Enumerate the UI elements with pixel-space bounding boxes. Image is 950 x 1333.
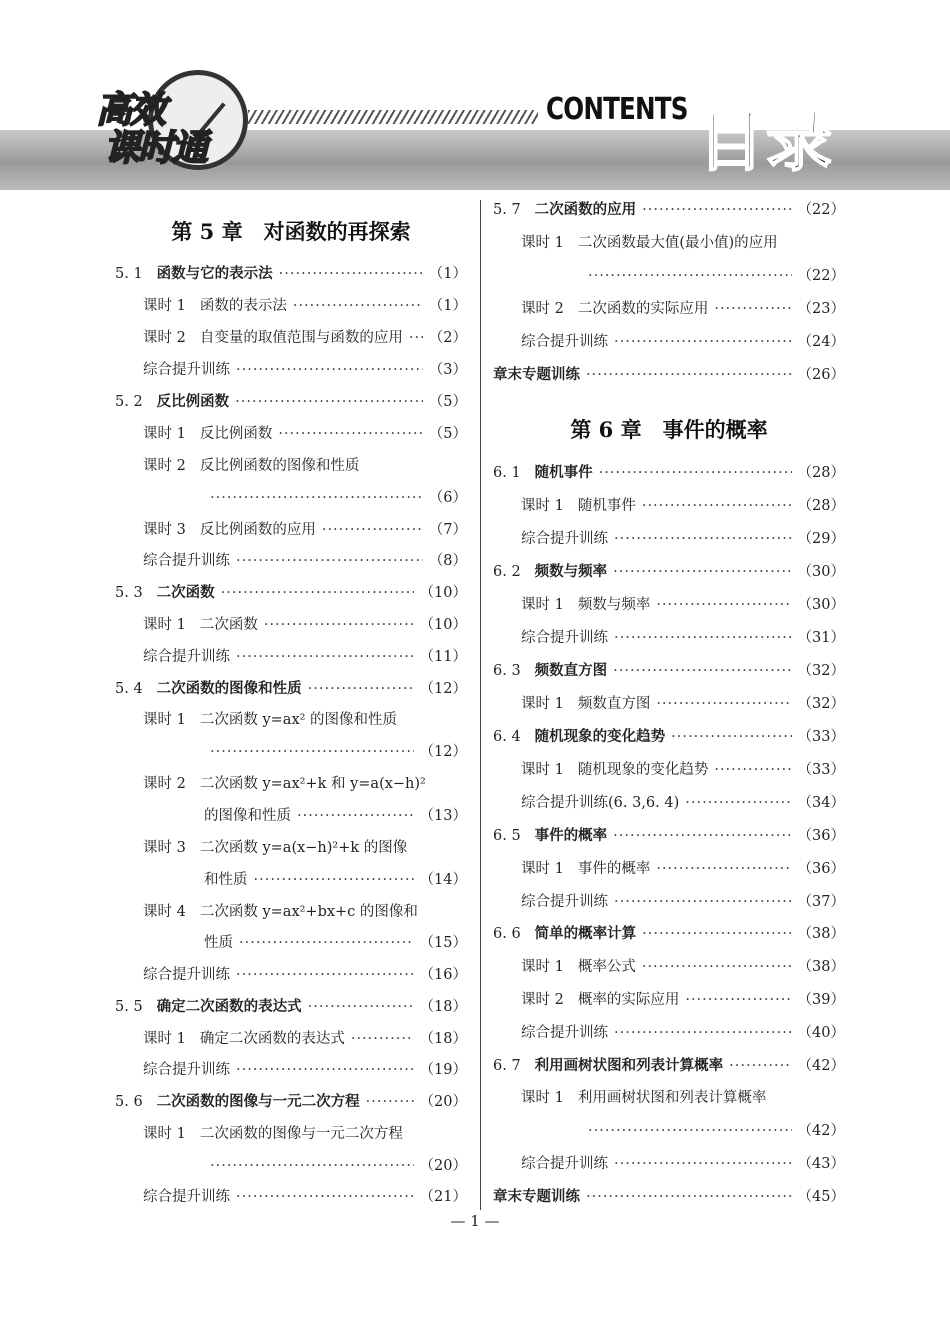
toc-leader-dots (613, 562, 791, 582)
toc-entry-number: 课时 1 (521, 1090, 564, 1106)
chapter-heading: 第 5 章 对函数的再探索 (171, 219, 411, 244)
toc-leader-dots (642, 957, 792, 977)
toc-leader-dots (685, 990, 791, 1010)
toc-page-number: （36） (797, 861, 845, 877)
toc-entry-number: 6. 7 (493, 1058, 521, 1074)
toc-entry-title: 事件的概率 (577, 861, 651, 877)
toc-entry-number: 课时 1 (521, 959, 564, 975)
toc-entry-title: 随机事件 (534, 465, 593, 481)
toc-lesson-entry[interactable] (521, 529, 845, 549)
toc-entry-title: 综合提升训练 (521, 630, 608, 646)
toc-entry-number: 课时 1 (521, 696, 564, 712)
toc-entry-title: 概率的实际应用 (577, 992, 680, 1008)
toc-section-entry[interactable] (493, 200, 845, 220)
toc-leader-dots (588, 1121, 792, 1141)
toc-page-number: （40） (797, 1025, 845, 1041)
toc-entry-number: 课时 2 (143, 458, 186, 474)
toc-page-number: （3） (428, 362, 467, 378)
toc-lesson-entry[interactable] (521, 628, 845, 648)
toc-page-number: （2） (428, 330, 467, 346)
toc-lesson-entry[interactable] (143, 710, 467, 730)
toc-section-entry[interactable] (493, 562, 845, 582)
toc-page-number: （42） (797, 1058, 845, 1074)
toc-leader-dots (236, 1060, 414, 1080)
toc-entry-number: 课时 1 (521, 235, 564, 251)
toc-leader-dots (236, 647, 414, 667)
toc-lesson-entry[interactable] (143, 1187, 467, 1207)
toc-lesson-entry[interactable] (143, 1060, 467, 1080)
toc-page-number: （26） (797, 367, 845, 383)
toc-page-number: （1） (428, 266, 467, 282)
toc-entry-title: 二次函数 y=ax² 的图像和性质 (199, 712, 398, 728)
toc-leader-dots (656, 595, 791, 615)
toc-entry-title: 频数直方图 (577, 696, 651, 712)
toc-leader-dots (588, 266, 792, 286)
toc-entry-number: 课时 4 (143, 904, 186, 920)
contents-title-en: CONTENTS (546, 92, 688, 127)
toc-leader-dots (586, 1187, 792, 1207)
toc-entry-number: 5. 5 (115, 999, 143, 1015)
toc-entry-number: 5. 1 (115, 266, 143, 282)
toc-entry-title: 随机现象的变化趋势 (577, 762, 709, 778)
toc-entry-title: 综合提升训练 (143, 649, 230, 665)
toc-lesson-entry[interactable] (143, 902, 467, 922)
toc-section-entry[interactable] (493, 826, 845, 846)
toc-page-number: （18） (419, 1031, 467, 1047)
toc-entry-title: 综合提升训练(6. 3,6. 4) (521, 795, 680, 811)
header-hatch (248, 110, 538, 124)
toc-entry-title: 利用画树状图和列表计算概率 (577, 1090, 767, 1106)
toc-page-number: （20） (419, 1158, 467, 1174)
toc-lesson-entry[interactable] (143, 328, 467, 348)
toc-page-number: （8） (428, 553, 467, 569)
toc-page-number: （6） (428, 490, 467, 506)
toc-entry-number: 课时 1 (143, 712, 186, 728)
toc-page-number: （19） (419, 1062, 467, 1078)
toc-page-number: （33） (797, 729, 845, 745)
toc-entry-number: 课时 1 (521, 498, 564, 514)
toc-entry-title: 二次函数 (199, 617, 258, 633)
toc-entry-title: 章末专题训练 (493, 1189, 580, 1205)
toc-page-number: （32） (797, 663, 845, 679)
toc-lesson-entry[interactable] (143, 965, 467, 985)
toc-entry-number: 5. 6 (115, 1094, 143, 1110)
toc-leader-dots (642, 924, 791, 944)
toc-entry-title: 确定二次函数的表达式 (199, 1031, 345, 1047)
toc-leader-dots (614, 1154, 792, 1174)
toc-lesson-entry[interactable] (204, 1156, 467, 1176)
toc-lesson-entry[interactable] (521, 332, 845, 352)
toc-entry-number: 课时 1 (143, 426, 186, 442)
toc-entry-number: 课时 2 (521, 992, 564, 1008)
toc-lesson-entry[interactable] (582, 266, 845, 286)
toc-entry-title: 简单的概率计算 (534, 926, 637, 942)
toc-leader-dots (656, 694, 791, 714)
toc-leader-dots (714, 299, 791, 319)
toc-entry-title: 二次函数最大值(最小值)的应用 (577, 235, 778, 251)
toc-entry-number: 课时 3 (143, 840, 186, 856)
toc-lesson-entry[interactable] (521, 892, 845, 912)
toc-lesson-entry[interactable] (521, 595, 845, 615)
toc-lesson-entry[interactable] (204, 806, 467, 826)
toc-lesson-entry[interactable] (521, 1154, 845, 1174)
toc-entry-title: 综合提升训练 (143, 1189, 230, 1205)
toc-leader-dots (210, 742, 414, 762)
toc-page-number: （7） (428, 522, 467, 538)
toc-entry-title: 二次函数的图像与一元二次方程 (199, 1126, 403, 1142)
toc-entry-title: 频数直方图 (534, 663, 608, 679)
toc-section-entry[interactable] (493, 727, 845, 747)
toc-lesson-entry[interactable] (143, 838, 467, 858)
toc-entry-number: 5. 2 (115, 394, 143, 410)
toc-lesson-entry[interactable] (521, 793, 845, 813)
toc-entry-title: 二次函数的图像和性质 (156, 681, 302, 697)
toc-entry-number: 6. 3 (493, 663, 521, 679)
toc-leader-dots (297, 806, 414, 826)
toc-lesson-entry[interactable] (521, 1023, 845, 1043)
toc-entry-number: 6. 4 (493, 729, 521, 745)
toc-entry-number: 5. 4 (115, 681, 143, 697)
toc-page-number: （24） (797, 334, 845, 350)
toc-entry-number: 课时 1 (143, 1126, 186, 1142)
toc-page-number: （22） (797, 268, 845, 284)
toc-page-number: （33） (797, 762, 845, 778)
toc-leader-dots (221, 583, 414, 603)
toc-section-entry[interactable] (115, 1092, 467, 1112)
toc-entry-title: 频数与频率 (577, 597, 651, 613)
toc-lesson-entry[interactable] (143, 296, 467, 316)
toc-leader-dots (278, 424, 422, 444)
toc-page-number: （38） (797, 959, 845, 975)
toc-leader-dots (322, 520, 423, 540)
toc-entry-title: 函数与它的表示法 (156, 266, 273, 282)
toc-leader-dots (210, 1156, 414, 1176)
toc-section-entry[interactable] (493, 1056, 845, 1076)
toc-entry-number: 课时 1 (521, 597, 564, 613)
toc-lesson-entry[interactable] (582, 1121, 845, 1141)
toc-entry-title: 和性质 (204, 872, 248, 888)
toc-entry-title: 综合提升训练 (143, 1062, 230, 1078)
toc-lesson-entry[interactable] (521, 859, 845, 879)
toc-entry-number: 课时 3 (143, 522, 186, 538)
toc-entry-title: 综合提升训练 (143, 553, 230, 569)
toc-leader-dots (656, 859, 791, 879)
toc-page-number: （31） (797, 630, 845, 646)
header (0, 0, 950, 192)
toc-page-number: （21） (419, 1189, 467, 1205)
toc-entry-number: 6. 5 (493, 828, 521, 844)
toc-entry-title: 反比例函数 (156, 394, 230, 410)
toc-entry-title: 反比例函数的应用 (199, 522, 316, 538)
toc-leader-dots (236, 1187, 414, 1207)
toc-page-number: （15） (419, 935, 467, 951)
column-divider (480, 200, 481, 1210)
toc-leader-dots (239, 933, 414, 953)
toc-lesson-entry[interactable] (521, 1088, 845, 1108)
toc-lesson-entry[interactable] (521, 233, 845, 253)
toc-leader-dots (279, 264, 423, 284)
toc-leader-dots (642, 200, 791, 220)
toc-page-number: （20） (419, 1094, 467, 1110)
toc-entry-number: 6. 1 (493, 465, 521, 481)
logo-line1: 高效 (96, 90, 165, 131)
toc-leader-dots (308, 997, 414, 1017)
toc-entry-title: 二次函数的实际应用 (577, 301, 709, 317)
toc-entry-number: 课时 2 (521, 301, 564, 317)
toc-leader-dots (614, 892, 792, 912)
toc-leader-dots (613, 661, 791, 681)
toc-page-number: （29） (797, 531, 845, 547)
toc-page-number: （30） (797, 564, 845, 580)
toc-page-number: （18） (419, 999, 467, 1015)
toc-entry-title: 随机事件 (577, 498, 636, 514)
toc-entry-title: 概率公式 (577, 959, 636, 975)
toc-leader-dots (254, 870, 414, 890)
toc-entry-title: 二次函数的图像与一元二次方程 (156, 1094, 360, 1110)
toc-entry-title: 频数与频率 (534, 564, 608, 580)
toc-leader-dots (308, 679, 414, 699)
toc-lesson-entry[interactable] (204, 870, 467, 890)
toc-page-number: （34） (797, 795, 845, 811)
toc-lesson-entry[interactable] (143, 551, 467, 571)
toc-lesson-entry[interactable] (143, 774, 467, 794)
toc-page-number: （38） (797, 926, 845, 942)
toc-leader-dots (235, 392, 423, 412)
contents-title-zh: 目录 (698, 103, 834, 180)
toc-page-number: （13） (419, 808, 467, 824)
toc-section-entry[interactable] (493, 924, 845, 944)
toc-section-entry[interactable] (115, 583, 467, 603)
toc-entry-number: 课时 2 (143, 330, 186, 346)
toc-leader-dots (236, 965, 414, 985)
toc-leader-dots (351, 1029, 414, 1049)
toc-entry-title: 的图像和性质 (204, 808, 291, 824)
toc-page-number: （23） (797, 301, 845, 317)
toc-entry-number: 课时 1 (521, 762, 564, 778)
toc-leader-dots (586, 365, 792, 385)
toc-entry-number: 5. 7 (493, 202, 521, 218)
toc-lesson-entry[interactable] (521, 299, 845, 319)
toc-page-number: （22） (797, 202, 845, 218)
toc-entry-title: 利用画树状图和列表计算概率 (534, 1058, 724, 1074)
toc-leader-dots (614, 1023, 792, 1043)
toc-lesson-entry[interactable] (143, 1029, 467, 1049)
toc-entry-number: 课时 1 (143, 298, 186, 314)
toc-leader-dots (236, 551, 423, 571)
toc-entry-title: 章末专题训练 (493, 367, 580, 383)
toc-leader-dots (293, 296, 423, 316)
toc-lesson-entry[interactable] (521, 990, 845, 1010)
toc-entry-title: 综合提升训练 (521, 1156, 608, 1172)
toc-page-number: （37） (797, 894, 845, 910)
chapter-heading: 第 6 章 事件的概率 (570, 417, 768, 442)
toc-page-number: （30） (797, 597, 845, 613)
toc-entry-number: 6. 2 (493, 564, 521, 580)
toc-page-number: （5） (428, 394, 467, 410)
toc-entry-title: 二次函数的应用 (534, 202, 637, 218)
toc-section-entry[interactable] (115, 264, 467, 284)
toc-leader-dots (264, 615, 414, 635)
toc-entry-title: 综合提升训练 (521, 334, 608, 350)
toc-page-number: （43） (797, 1156, 845, 1172)
toc-page-number: （28） (797, 498, 845, 514)
toc-section-entry[interactable] (493, 661, 845, 681)
toc-entry-title: 综合提升训练 (143, 967, 230, 983)
toc-lesson-entry[interactable] (521, 496, 845, 516)
toc-page-number: （28） (797, 465, 845, 481)
toc-entry-title: 二次函数 y=a(x−h)²+k 的图像 (199, 840, 408, 856)
toc-section-entry[interactable] (115, 392, 467, 412)
toc-page-number: （14） (419, 872, 467, 888)
toc-entry-number: 课时 2 (143, 776, 186, 792)
toc-chapter-review-entry[interactable] (493, 365, 845, 385)
toc-leader-dots (714, 760, 791, 780)
toc-page-number: （5） (428, 426, 467, 442)
toc-page-number: （1） (428, 298, 467, 314)
toc-page-number: （12） (419, 744, 467, 760)
toc-entry-title: 二次函数 y=ax²+bx+c 的图像和 (199, 904, 418, 920)
toc-entry-title: 反比例函数 (199, 426, 273, 442)
toc-lesson-entry[interactable] (143, 424, 467, 444)
toc-page-number: （45） (797, 1189, 845, 1205)
toc-section-entry[interactable] (115, 997, 467, 1017)
toc-page-number: （36） (797, 828, 845, 844)
toc-lesson-entry[interactable] (143, 615, 467, 635)
toc-page-number: （32） (797, 696, 845, 712)
toc-entry-number: 5. 3 (115, 585, 143, 601)
toc-leader-dots (614, 628, 792, 648)
toc-entry-number: 课时 1 (143, 617, 186, 633)
toc-lesson-entry[interactable] (204, 742, 467, 762)
toc-page-number: （10） (419, 617, 467, 633)
toc-page-number: （39） (797, 992, 845, 1008)
toc-entry-title: 综合提升训练 (143, 362, 230, 378)
toc-lesson-entry[interactable] (143, 456, 467, 476)
toc-leader-dots (366, 1092, 414, 1112)
toc-leader-dots (409, 328, 423, 348)
toc-entry-number: 课时 1 (521, 861, 564, 877)
toc-lesson-entry[interactable] (143, 360, 467, 380)
toc-lesson-entry[interactable] (204, 488, 467, 508)
toc-entry-title: 综合提升训练 (521, 1025, 608, 1041)
toc-entry-title: 综合提升训练 (521, 894, 608, 910)
toc-leader-dots (210, 488, 423, 508)
toc-leader-dots (613, 826, 791, 846)
toc-entry-title: 事件的概率 (534, 828, 608, 844)
toc-leader-dots (614, 529, 792, 549)
toc-chapter-review-entry[interactable] (493, 1187, 845, 1207)
toc-lesson-entry[interactable] (521, 760, 845, 780)
toc-entry-title: 二次函数 y=ax²+k 和 y=a(x−h)² (199, 776, 426, 792)
toc-section-entry[interactable] (493, 463, 845, 483)
toc-entry-number: 6. 6 (493, 926, 521, 942)
toc-page-number: （12） (419, 681, 467, 697)
toc-leader-dots (685, 793, 791, 813)
toc-page-number: （16） (419, 967, 467, 983)
toc-leader-dots (614, 332, 792, 352)
toc-lesson-entry[interactable] (521, 957, 845, 977)
toc-lesson-entry[interactable] (143, 1124, 467, 1144)
toc-leader-dots (642, 496, 792, 516)
toc-leader-dots (599, 463, 792, 483)
toc-entry-title: 综合提升训练 (521, 531, 608, 547)
toc-leader-dots (236, 360, 423, 380)
toc-entry-number: 课时 1 (143, 1031, 186, 1047)
toc-entry-title: 确定二次函数的表达式 (156, 999, 302, 1015)
toc-page-number: （10） (419, 585, 467, 601)
toc-leader-dots (729, 1056, 791, 1076)
logo-line2: 课时通 (104, 128, 207, 169)
toc-entry-title: 反比例函数的图像和性质 (199, 458, 360, 474)
toc-entry-title: 函数的表示法 (199, 298, 287, 314)
toc-entry-title: 自变量的取值范围与函数的应用 (199, 330, 403, 346)
toc-section-entry[interactable] (115, 679, 467, 699)
toc-lesson-entry[interactable] (521, 694, 845, 714)
toc-entry-title: 性质 (204, 935, 233, 951)
toc-page-number: （42） (797, 1123, 845, 1139)
toc-lesson-entry[interactable] (143, 520, 467, 540)
toc-entry-title: 二次函数 (156, 585, 215, 601)
toc-entry-title: 随机现象的变化趋势 (534, 729, 666, 745)
toc-lesson-entry[interactable] (143, 647, 467, 667)
toc-lesson-entry[interactable] (204, 933, 467, 953)
toc-leader-dots (671, 727, 791, 747)
toc-page-number: （11） (419, 649, 467, 665)
page-number: — 1 — (450, 1212, 500, 1230)
